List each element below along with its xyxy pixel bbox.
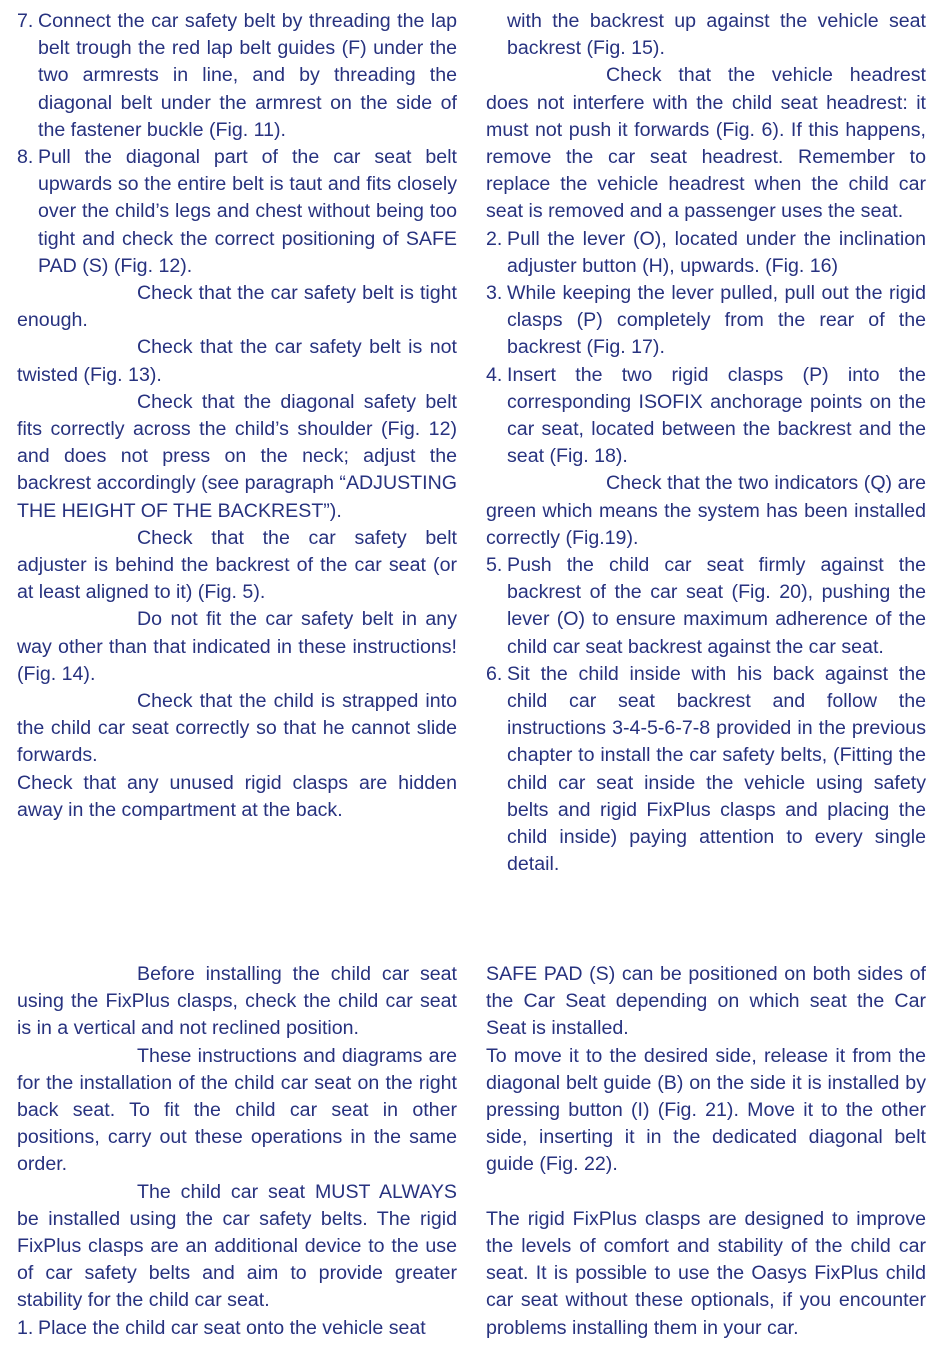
step-1-continued: with the backrest up against the vehicle seat backrest (Fig. 15). bbox=[507, 10, 926, 60]
check-belt-tight: Check that the car safety belt is tight enough. bbox=[17, 282, 457, 332]
check-belt-adjuster: Check that the car safety belt adjuster is behind the backrest of the car seat (or at least aligned to it) (Fig. 5). bbox=[17, 526, 457, 604]
check-unused-clasps: Check that any unused rigid clasps are hidden away in the compartment at the back. bbox=[17, 771, 457, 821]
warning-vertical-position: Before installing the child car seat using the FixPlus clasps, check the child car seat is in a vertical and not reclined position. bbox=[17, 963, 457, 1040]
step-number: 3. bbox=[486, 282, 503, 305]
warning-must-use-belts: The child car seat MUST ALWAYS be installed using the car safety belts. The rigid FixPlus clasps are an additional device to the use of car safety belts and aim to provide greater stability for the child car seat. bbox=[17, 1180, 457, 1312]
step-text: Pull the diagonal part of the car seat belt upwards so the entire belt is taut and fits closely over the child’s legs and chest without being too tight and check the correct positioning of SAFE PAD (S) (Fig. 12). bbox=[38, 146, 457, 277]
check-diagonal-belt: Check that the diagonal safety belt fits correctly across the child’s shoulder (Fig. 12) and does not press on the neck; adjust the backrest accordingly (see paragraph “ADJUSTING THE HEIGHT OF THE BACKREST”). bbox=[17, 390, 457, 522]
step-text: Place the child car seat onto the vehicle seat bbox=[38, 1316, 426, 1339]
left-top-column bbox=[17, 8, 457, 824]
safe-pad-sides: SAFE PAD (S) can be positioned on both sides of the Car Seat depending on which seat the Car Seat is installed. bbox=[486, 963, 926, 1040]
step-number: 8. bbox=[17, 146, 34, 169]
step-number: 6. bbox=[486, 662, 503, 685]
left-bottom-column bbox=[17, 961, 457, 1342]
step-text: Connect the car safety belt by threading the lap belt trough the red lap belt guides (F) under the two armrests in line, and by threading the diagonal belt under the armrest on the side of the fastener buckle (Fig. 11). bbox=[38, 10, 457, 141]
step-text: Sit the child inside with his back against the child car seat backrest and follow the instructions 3-4-5-6-7-8 provided in the previous chapter to install the car safety belts, (Fitting the child car seat inside the vehicle using safety belts and rigid FixPlus clasps and placing the child inside) paying attention to every single detail. bbox=[507, 662, 926, 876]
step-8 bbox=[17, 144, 457, 280]
step-4 bbox=[486, 362, 926, 471]
paragraph-gap bbox=[486, 1179, 926, 1206]
warning-fit-belt: Do not fit the car safety belt in any way other than that indicated in these instructions! (Fig. 14). bbox=[17, 608, 457, 685]
step-number: 2. bbox=[486, 227, 503, 250]
step-5 bbox=[486, 552, 926, 661]
check-belt-not-twisted: Check that the car safety belt is not twisted (Fig. 13). bbox=[17, 336, 457, 386]
safe-pad-move: To move it to the desired side, release it from the diagonal belt guide (B) on the side it is installed by pressing button (I) (Fig. 21). Move it to the other side, inserting it in the dedicated diagonal belt guide (Fig. 22). bbox=[486, 1044, 926, 1176]
step-text: Push the child car seat firmly against the backrest of the car seat (Fig. 20), pushing the lever (O) to ensure maximum adherence of the child car seat backrest against the car seat. bbox=[507, 554, 926, 658]
step-7 bbox=[17, 8, 457, 144]
warning-headrest: Check that the vehicle headrest does not interfere with the child seat headrest: it must not push it forwards (Fig. 6). If this happens, remove the car seat headrest. Remember to replace the vehicle headrest when the child car seat is removed and a passenger uses the seat. bbox=[486, 64, 926, 223]
step-number: 7. bbox=[17, 10, 34, 32]
step-number: 5. bbox=[486, 554, 503, 577]
step-text: Insert the two rigid clasps (P) into the corresponding ISOFIX anchorage points on the car seat, located between the backrest and the seat (Fig. 18). bbox=[507, 363, 926, 468]
step-2 bbox=[486, 226, 926, 280]
step-text: Pull the lever (O), located under the inclination adjuster button (H), upwards. (Fig. 16) bbox=[507, 227, 926, 277]
step-text: While keeping the lever pulled, pull out the rigid clasps (P) completely from the rear of the backrest (Fig. 17). bbox=[507, 282, 926, 359]
step-number: 4. bbox=[486, 363, 503, 386]
right-top-column bbox=[486, 8, 926, 879]
check-child-strapped: Check that the child is strapped into the child car seat correctly so that he cannot slide forwards. bbox=[17, 690, 457, 767]
fixplus-info: The rigid FixPlus clasps are designed to improve the levels of comfort and stability of the child car seat. It is possible to use the Oasys FixPlus child car seat without these optionals, if you encounter problems installing them in your car. bbox=[486, 1207, 926, 1339]
right-bottom-column bbox=[486, 961, 926, 1342]
step-3 bbox=[486, 280, 926, 362]
warning-right-back-seat: These instructions and diagrams are for the installation of the child car seat on the right back seat. To fit the child car seat in other positions, carry out these operations in the same order. bbox=[17, 1044, 457, 1176]
check-indicators: Check that the two indicators (Q) are green which means the system has been installed correctly (Fig.19). bbox=[486, 472, 926, 549]
step-6 bbox=[486, 661, 926, 879]
step-number: 1. bbox=[17, 1316, 34, 1339]
step-1 bbox=[17, 1315, 457, 1342]
